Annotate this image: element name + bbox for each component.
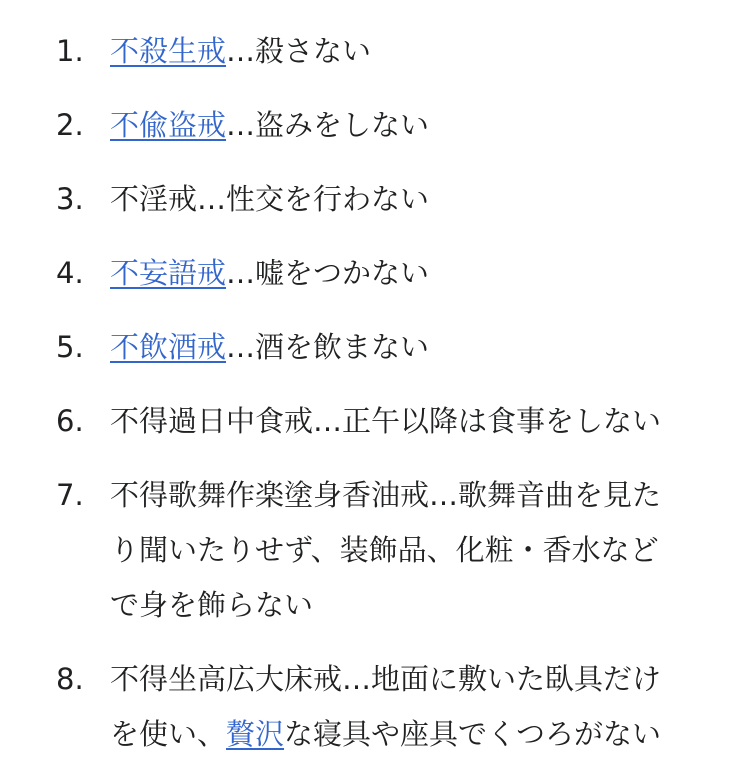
precept-link-fuchuto[interactable]: 不偸盗戒 [110, 108, 227, 142]
list-item [0, 98, 750, 153]
precept-term: 不得過日中食戒 [110, 404, 314, 438]
precept-term: 不淫戒 [110, 182, 198, 216]
list-item [0, 652, 750, 762]
precept-line: 不得坐高広大床戒…地面に敷いた臥具だけ [110, 662, 662, 696]
precept-line: 不得歌舞作楽塗身香油戒…歌舞音曲を見た [110, 478, 662, 512]
list-item [0, 468, 750, 633]
precept-line [110, 707, 750, 762]
precept-description: …殺さない [226, 34, 372, 68]
list-number: 3. [56, 182, 84, 216]
precept-line: で身を飾らない [110, 588, 314, 622]
list-item [0, 394, 750, 449]
precepts-list [0, 24, 750, 762]
precept-link-fusessho[interactable]: 不殺生戒 [110, 34, 227, 68]
precept-line: り聞いたりせず、装飾品、化粧・香水など [110, 533, 659, 567]
precept-description: …盗みをしない [226, 108, 430, 142]
list-number: 7. [56, 478, 84, 512]
precept-description: …正午以降は食事をしない [313, 404, 662, 438]
zeitaku-link[interactable]: 贅沢 [226, 717, 285, 751]
precept-description: …嘘をつかない [226, 256, 430, 290]
precept-text: な寝具や座具でくつろがない [284, 717, 662, 751]
precept-link-fuonju[interactable]: 不飲酒戒 [110, 330, 227, 364]
list-number: 6. [56, 404, 84, 438]
list-item [0, 172, 750, 227]
list-number: 8. [56, 662, 84, 696]
list-number: 2. [56, 108, 84, 142]
list-item [0, 320, 750, 375]
list-number: 1. [56, 34, 84, 68]
precept-link-fumougo[interactable]: 不妄語戒 [110, 256, 227, 290]
list-item [0, 246, 750, 301]
precept-description: …酒を飲まない [226, 330, 430, 364]
precept-description: …性交を行わない [197, 182, 430, 216]
list-number: 5. [56, 330, 84, 364]
list-number: 4. [56, 256, 84, 290]
precept-text: を使い、 [110, 717, 227, 751]
list-item [0, 24, 750, 79]
